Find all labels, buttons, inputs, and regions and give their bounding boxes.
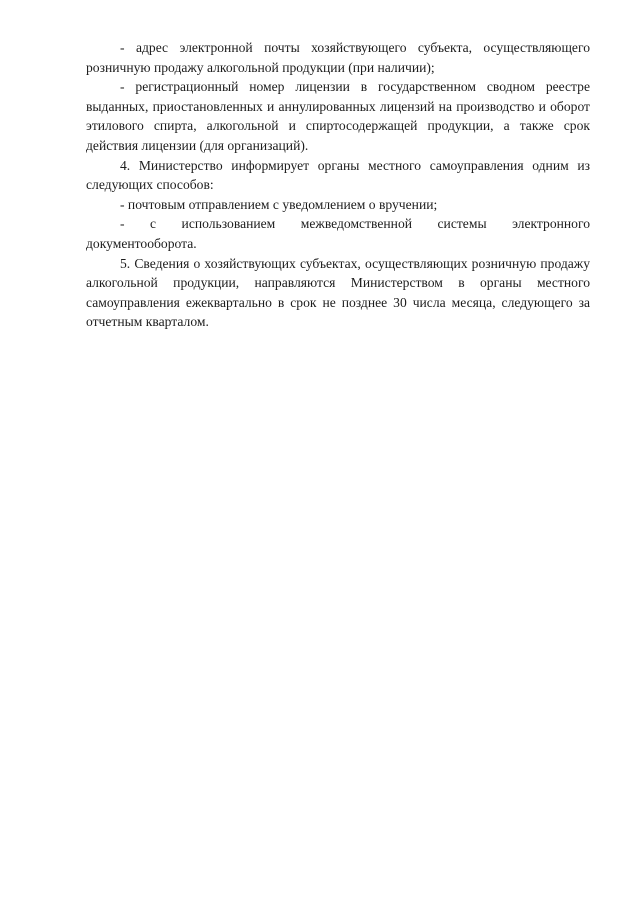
paragraph-postal-method: - почтовым отправлением с уведомлением о вручении; [120, 196, 438, 212]
paragraph-electronic-method: - с использованием межведомственной системы электронного документооборота. [86, 216, 590, 251]
paragraph-item-4: 4. Министерство информирует органы местного самоуправления одним из следующих способов: [86, 157, 590, 193]
paragraph-license-number: - регистрационный номер лицензии в государственном сводном реестре выданных, приостановленных и аннулированных лицензий на производство и оборот этилового спирта, алкогольной и спиртосодержащей продукции, а также срок действия лицензии (для организаций). [86, 79, 590, 153]
paragraph-email-address: - адрес электронной почты хозяйствующего субъекта, осуществляющего розничную продажу алкогольной продукции (при наличии); [86, 40, 590, 75]
paragraph-item-5: 5. Сведения о хозяйствующих субъектах, осуществляющих розничную продажу алкогольной продукции, направляются Министерством в органы местного самоуправления ежеквартально в срок не позднее 30 числа месяца, следующего за отчетным кварталом. [86, 255, 590, 330]
document-body [86, 38, 590, 332]
